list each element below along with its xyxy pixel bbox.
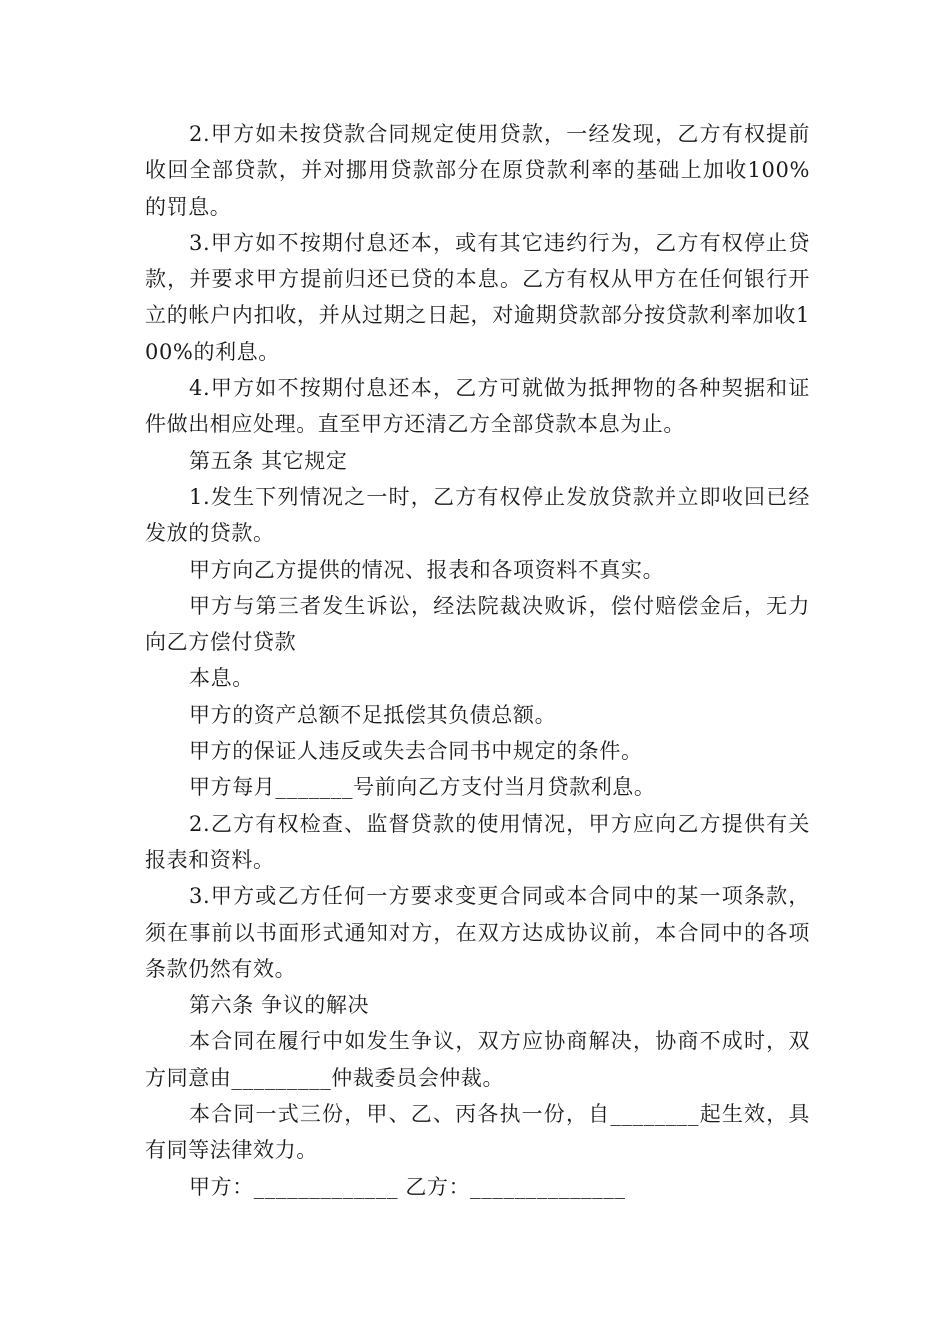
paragraph-clause-4-3: 3.甲方如不按期付息还本，或有其它违约行为，乙方有权停止贷款，并要求甲方提前归还已贷的本息。乙方有权从甲方在任何银行开立的帐户内扣收，并从过期之日起，对逾期贷款部分按贷款利率加收100%的利息。 xyxy=(145,230,810,364)
paragraph-interest-payment: 甲方每月_______号前向乙方支付当月贷款利息。 xyxy=(189,775,656,800)
paragraph-condition-2-cont: 本息。 xyxy=(189,666,254,691)
paragraph-clause-5-3: 3.甲方或乙方任何一方要求变更合同或本合同中的某一项条款，须在事前以书面形式通知对方，在双方达成协议前，本合同中的各项条款仍然有效。 xyxy=(145,884,810,981)
paragraph-clause-5-2: 2.乙方有权检查、监督贷款的使用情况，甲方应向乙方提供有关报表和资料。 xyxy=(145,811,810,872)
paragraph-clause-4-2: 2.甲方如未按贷款合同规定使用贷款，一经发现，乙方有权提前收回全部贷款，并对挪用贷款部分在原贷款利率的基础上加收100%的罚息。 xyxy=(145,122,810,219)
paragraph-clause-4-4: 4.甲方如不按期付息还本，乙方可就做为抵押物的各种契据和证件做出相应处理。直至甲方还清乙方全部贷款本息为止。 xyxy=(145,376,810,437)
paragraph-dispute-resolution: 本合同在履行中如发生争议，双方应协商解决，协商不成时，双方同意由_________仲裁委员会仲裁。 xyxy=(145,1029,810,1090)
heading-article-6: 第六条 争议的解决 xyxy=(189,993,370,1018)
paragraph-condition-1: 甲方向乙方提供的情况、报表和各项资料不真实。 xyxy=(189,557,665,582)
paragraph-condition-4: 甲方的保证人违反或失去合同书中规定的条件。 xyxy=(189,739,643,764)
paragraph-clause-5-1: 1.发生下列情况之一时，乙方有权停止发放贷款并立即收回已经发放的贷款。 xyxy=(145,484,810,546)
paragraph-condition-3: 甲方的资产总额不足抵偿其负债总额。 xyxy=(189,702,557,727)
document-body xyxy=(145,116,810,1205)
heading-article-5: 第五条 其它规定 xyxy=(189,448,348,473)
paragraph-copies-effect: 本合同一式三份，甲、乙、丙各执一份，自________起生效，具有同等法律效力。 xyxy=(145,1102,810,1163)
paragraph-condition-2: 甲方与第三者发生诉讼，经法院裁决败诉，偿付赔偿金后，无力向乙方偿付贷款 xyxy=(145,593,810,655)
signature-line: 甲方：_____________ 乙方：______________ xyxy=(189,1174,626,1199)
